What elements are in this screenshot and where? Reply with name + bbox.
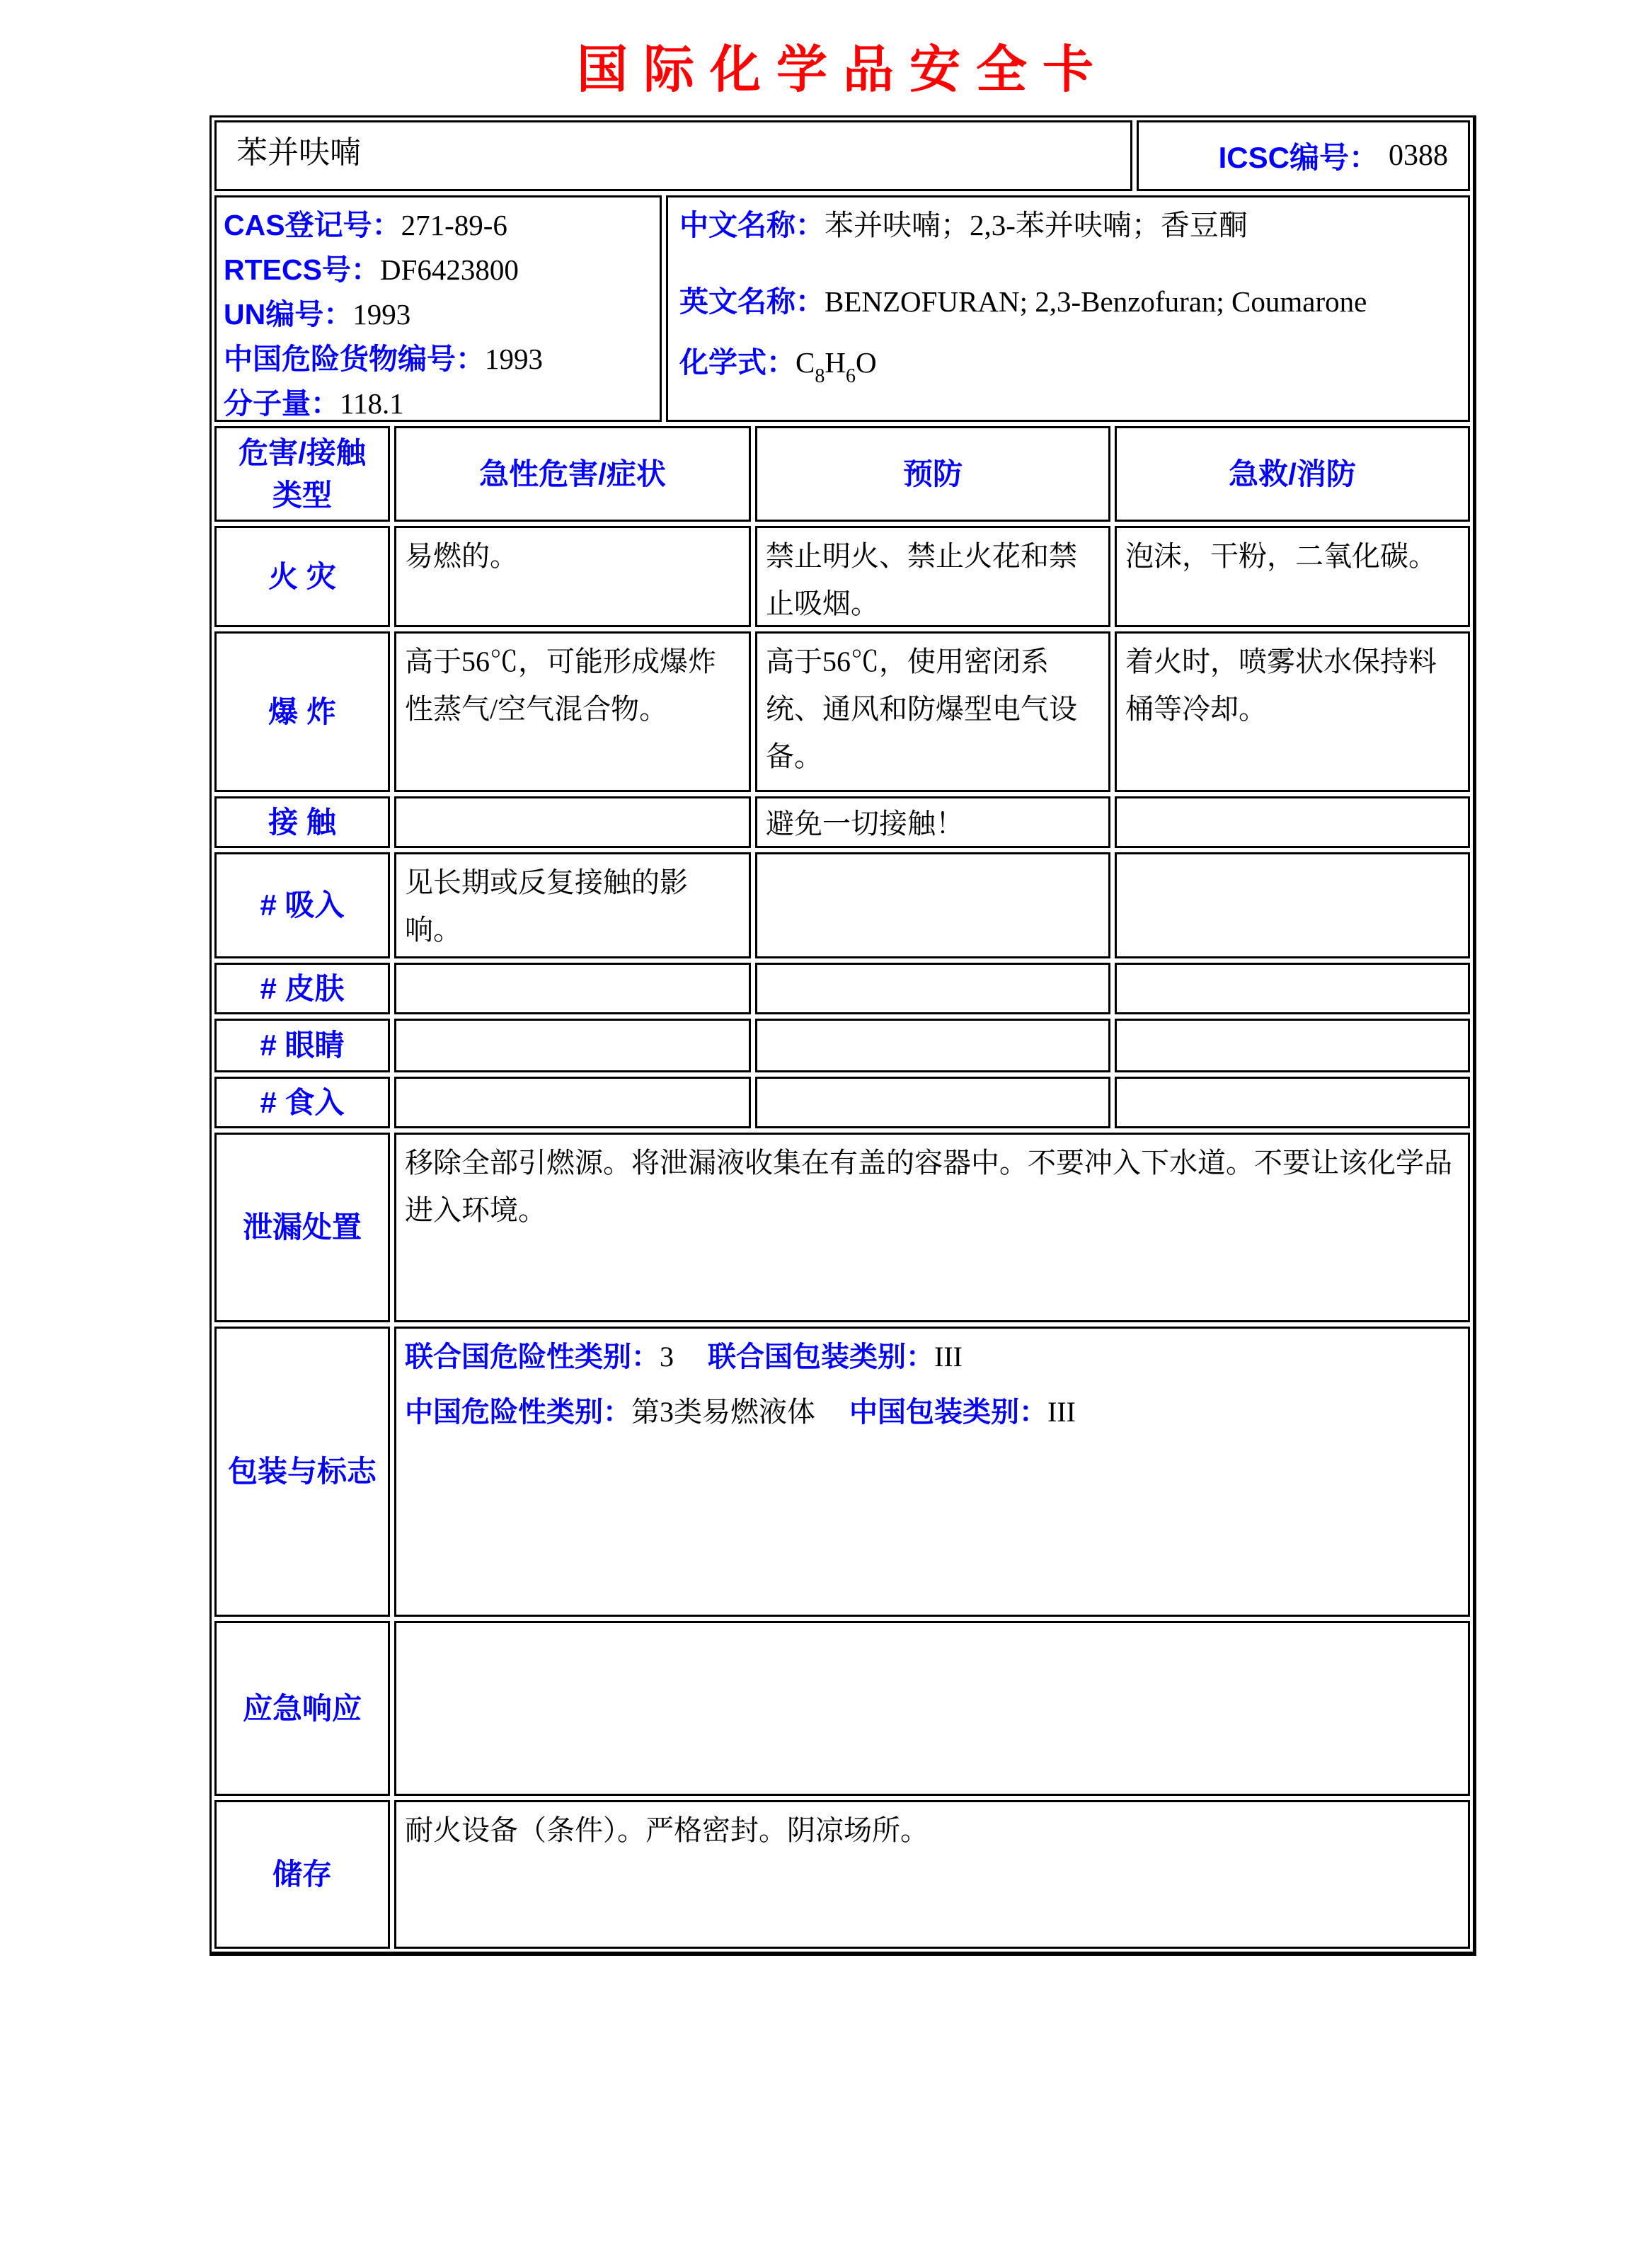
section-label-spill: 泄漏处置	[214, 1133, 390, 1322]
fire-response: 泡沫，干粉，二氧化碳。	[1115, 526, 1470, 627]
eyes-symptoms	[394, 1019, 751, 1072]
hazard-type-inhalation: # 吸入	[214, 852, 390, 958]
eyes-prevention	[755, 1019, 1110, 1072]
header-hazard-type: 危害/接触 类型	[214, 426, 390, 522]
explosion-prevention: 高于56℃，使用密闭系统、通风和防爆型电气设备。	[755, 631, 1110, 792]
ingestion-symptoms	[394, 1077, 751, 1128]
contact-prevention: 避免一切接触！	[755, 796, 1110, 848]
skin-response	[1115, 963, 1470, 1014]
section-row-packaging	[214, 1327, 1470, 1617]
eyes-response	[1115, 1019, 1470, 1072]
inhalation-symptoms: 见长期或反复接触的影响。	[394, 852, 751, 958]
packaging-china-line: 中国危险性类别：第3类易燃液体 中国包装类别：III	[405, 1396, 1076, 1428]
substance-header-row	[214, 120, 1470, 191]
hazard-row-ingestion	[214, 1077, 1470, 1128]
fire-symptoms: 易燃的。	[394, 526, 751, 627]
hazard-type-skin: # 皮肤	[214, 963, 390, 1014]
section-label-storage: 储存	[214, 1800, 390, 1949]
header-prevention: 预防	[755, 426, 1110, 522]
ingestion-response	[1115, 1077, 1470, 1128]
contact-symptoms	[394, 796, 751, 848]
icsc-number-cell	[1137, 120, 1470, 191]
china-dangerous-goods-number: 中国危险货物编号：1993	[224, 343, 543, 375]
packaging-un-line: 联合国危险性类别：3 联合国包装类别：III	[405, 1341, 963, 1373]
hazard-type-ingestion: # 食入	[214, 1077, 390, 1128]
table-header-row	[214, 426, 1470, 522]
section-row-spill	[214, 1133, 1470, 1322]
english-name: 英文名称：BENZOFURAN; 2,3-Benzofuran; Coumarone	[679, 285, 1367, 318]
chinese-name: 中文名称：苯并呋喃；2,3-苯并呋喃；香豆酮	[679, 209, 1248, 241]
identifiers-row	[214, 195, 1470, 422]
icsc-number-label: ICSC编号：	[1218, 141, 1379, 174]
hazard-type-explosion: 爆 炸	[214, 631, 390, 792]
header-acute-symptoms: 急性危害/症状	[394, 426, 751, 522]
chemical-formula: 化学式：$C_8H_6O$	[679, 346, 877, 387]
skin-prevention	[755, 963, 1110, 1014]
header-first-aid-fire: 急救/消防	[1115, 426, 1470, 522]
section-row-emergency	[214, 1621, 1470, 1796]
packaging-content	[394, 1327, 1470, 1617]
hazard-type-eyes: # 眼睛	[214, 1019, 390, 1072]
hazard-row-skin	[214, 963, 1470, 1014]
hazard-row-explosion	[214, 631, 1470, 792]
section-row-storage	[214, 1800, 1470, 1949]
inhalation-prevention	[755, 852, 1110, 958]
hazard-row-contact	[214, 796, 1470, 848]
explosion-response: 着火时，喷雾状水保持料桶等冷却。	[1115, 631, 1470, 792]
fire-prevention: 禁止明火、禁止火花和禁止吸烟。	[755, 526, 1110, 627]
name-block	[666, 195, 1470, 422]
molecular-weight: 分子量：118.1	[224, 387, 404, 420]
icsc-number-value: 0388	[1389, 139, 1448, 172]
hazard-type-contact: 接 触	[214, 796, 390, 848]
inhalation-response	[1115, 852, 1470, 958]
hazard-type-fire: 火 灾	[214, 526, 390, 627]
substance-name: 苯并呋喃	[214, 120, 1132, 191]
un-number: UN编号：1993	[224, 298, 411, 331]
hazard-row-fire	[214, 526, 1470, 627]
spill-content: 移除全部引燃源。将泄漏液收集在有盖的容器中。不要冲入下水道。不要让该化学品进入环境。	[394, 1133, 1470, 1322]
contact-response	[1115, 796, 1470, 848]
storage-content: 耐火设备（条件）。严格密封。阴凉场所。	[394, 1800, 1470, 1949]
hazard-row-eyes	[214, 1019, 1470, 1072]
rtecs-number: RTECS号：DF6423800	[224, 253, 519, 286]
skin-symptoms	[394, 963, 751, 1014]
ingestion-prevention	[755, 1077, 1110, 1128]
page-title: 国际化学品安全卡	[576, 42, 1109, 98]
section-label-packaging: 包装与标志	[214, 1327, 390, 1617]
section-label-emergency: 应急响应	[214, 1621, 390, 1796]
hazard-row-inhalation	[214, 852, 1470, 958]
emergency-content	[394, 1621, 1470, 1796]
explosion-symptoms: 高于56℃，可能形成爆炸性蒸气/空气混合物。	[394, 631, 751, 792]
cas-number: CAS登记号：271-89-6	[224, 209, 507, 241]
icsc-card	[209, 115, 1476, 1956]
identifier-list	[214, 195, 662, 422]
